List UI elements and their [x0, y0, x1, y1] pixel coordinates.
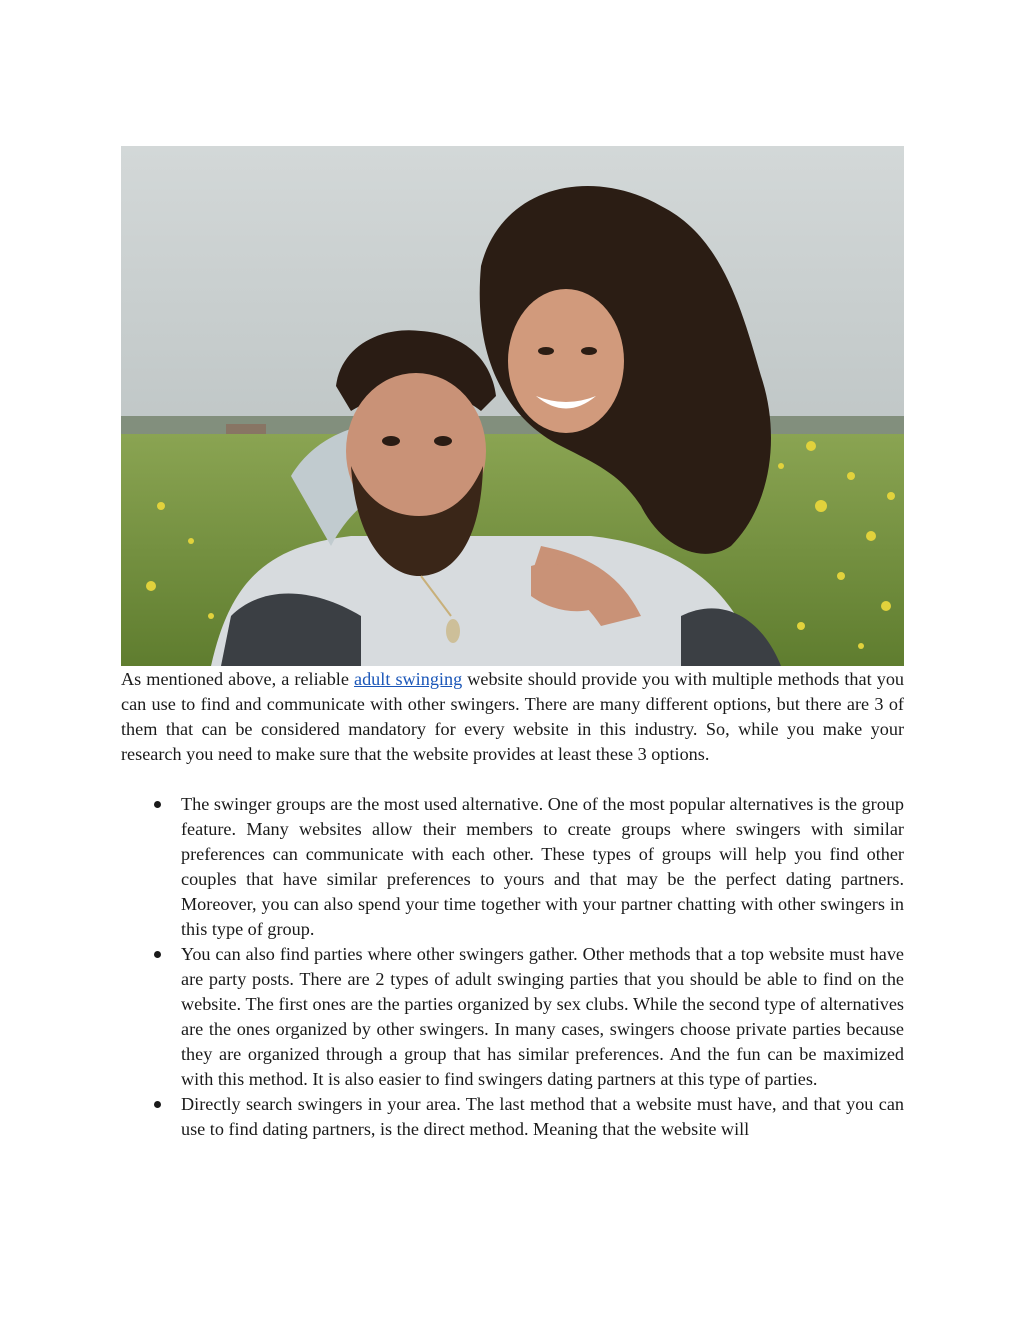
article-body — [121, 667, 904, 1142]
bullet-icon — [154, 801, 161, 808]
intro-paragraph — [121, 667, 904, 767]
list-item — [121, 942, 904, 1092]
intro-text-before-link: As mentioned above, a reliable — [121, 669, 355, 689]
list-item — [121, 792, 904, 942]
list-item-text: Directly search swingers in your area. The last method that a website must have, and that you can use to find dating partners, is the direct method. Meaning that the website will — [181, 1094, 904, 1139]
bullet-icon — [154, 1101, 161, 1108]
bullet-icon — [154, 951, 161, 958]
list-item-text: You can also find parties where other swingers gather. Other methods that a top website must have are party posts. There are 2 types of adult swinging parties that you should be able to find on the website. The first ones are the parties organized by sex clubs. While the second type of alternatives are the ones organized by other swingers. In many cases, swingers choose private parties because they are organized through a group that has similar preferences. And the fun can be maximized with this method. It is also easier to find swingers dating partners at this type of parties. — [181, 944, 904, 1089]
list-item — [121, 1092, 904, 1142]
paragraph-spacer — [121, 767, 904, 792]
intro-text-after-link: website should provide you with multiple methods that you can use to find and communicate with other swingers. There are many different options, but there are 3 of them that can be considered mandatory for every website in this industry. So, while you make your research you need to make sure that the website provides at least these 3 options. — [121, 669, 905, 764]
adult-swinging-link[interactable]: adult swinging — [354, 669, 463, 689]
photo-couple-piggyback — [121, 146, 904, 666]
list-item-text: The swinger groups are the most used alternative. One of the most popular alternatives is the group feature. Many websites allow their members to create groups where swingers with similar preferences can communicate with each other. These types of groups will help you find other couples that have similar preferences to yours and that may be the perfect dating partners. Moreover, you can also spend your time together with your partner chatting with other swingers in this type of group. — [181, 794, 904, 939]
methods-list — [121, 792, 904, 1142]
